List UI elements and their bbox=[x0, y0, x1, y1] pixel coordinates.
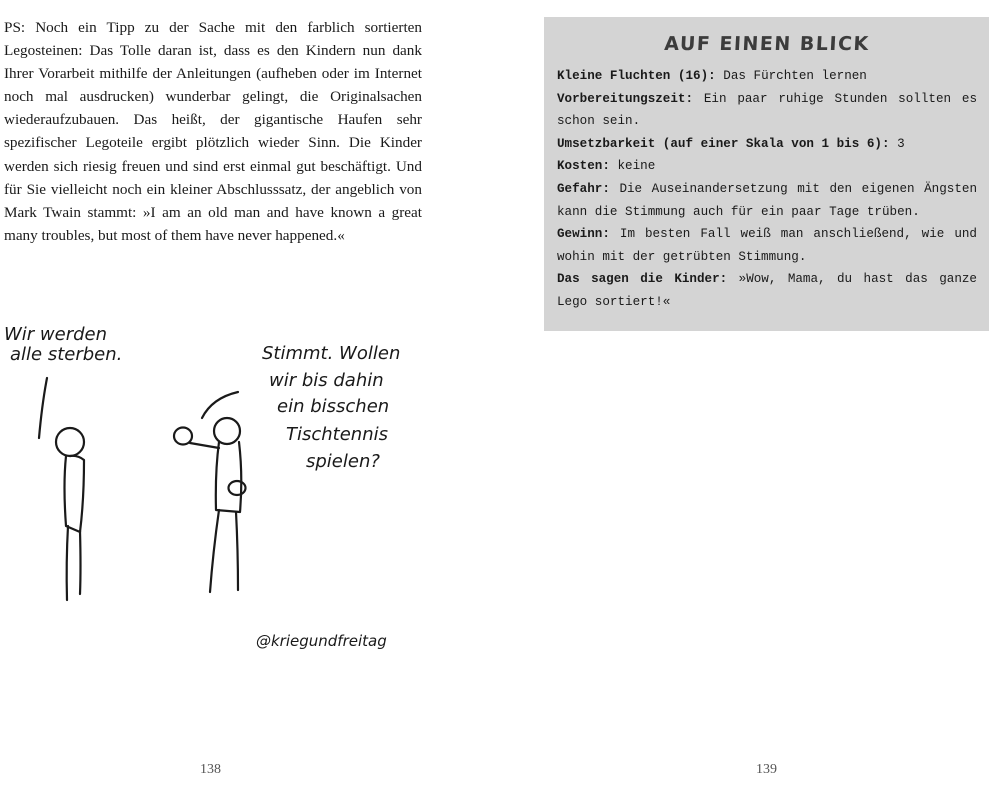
left-figure-head bbox=[56, 428, 84, 456]
left-speech-tail bbox=[39, 378, 47, 438]
right-speech-line-2: wir bis dahin bbox=[269, 370, 384, 391]
summary-value: keine bbox=[609, 159, 656, 174]
right-speech-line-1: Stimmt. Wollen bbox=[262, 343, 401, 364]
page-number-left: 138 bbox=[200, 762, 221, 777]
summary-value: Im besten Fall weiß man anschließend, wie und wohin mit der getrübten Stimmung. bbox=[557, 227, 977, 264]
left-figure-body bbox=[65, 456, 85, 532]
summary-entry-escape bbox=[557, 65, 977, 88]
right-speech-tail bbox=[202, 392, 238, 418]
summary-value: Das Fürchten lernen bbox=[715, 69, 867, 83]
comic-signature: @kriegundfreitag bbox=[256, 632, 387, 650]
summary-entry-feasibility bbox=[557, 133, 977, 156]
summary-value: Die Auseinandersetzung mit den eigenen Ängsten kann die Stimmung auch für ein paar Tage trüben. bbox=[557, 181, 977, 219]
right-figure-arm bbox=[190, 443, 219, 448]
left-figure-legs bbox=[67, 526, 81, 600]
ps-paragraph: PS: Noch ein Tipp zu der Sache mit den farblich sortierten Legosteinen: Das Tolle daran ist, dass es den Kindern nun dank Ihrer Vorarbeit mithilfe der Anleitungen (aufheben oder im Internet noch mal ausdrucken) wunderbar gelingt, die Originalsachen wiederaufzubauen. Das heißt, der gigantische Haufen sehr spezifischer Legoteile ergibt plötzlich wieder Sinn. Die Kinder werden sich riesig freuen und sind erst einmal gut beschäftigt. Und für Sie vielleicht noch ein kleiner Abschlusssatz, der angeblich von Mark Twain stammt: »I am an old man and have known a great many troubles, but most of them have never happened.« bbox=[4, 19, 422, 244]
right-figure-head bbox=[214, 418, 240, 444]
summary-label: Kleine Fluchten (16): bbox=[557, 69, 716, 83]
ping-pong-paddle-left bbox=[174, 428, 192, 445]
summary-value: 3 bbox=[889, 136, 905, 151]
summary-entry-kids-say bbox=[557, 268, 977, 313]
left-speech-line-1: Wir werden bbox=[4, 324, 108, 345]
summary-label: Das sagen die Kinder: bbox=[557, 272, 728, 287]
summary-label: Gewinn: bbox=[557, 227, 610, 242]
summary-box bbox=[544, 17, 989, 331]
summary-label: Gefahr: bbox=[557, 181, 610, 196]
right-speech-line-5: spielen? bbox=[306, 451, 380, 472]
summary-label: Vorbereitungszeit: bbox=[557, 91, 694, 106]
left-speech-line-2: alle sterben. bbox=[10, 344, 123, 365]
right-figure-body bbox=[216, 442, 241, 512]
summary-label: Kosten: bbox=[557, 159, 610, 174]
ping-pong-paddle-right bbox=[229, 481, 246, 495]
summary-entry-costs bbox=[557, 155, 977, 178]
summary-title: AUF EINEN BLICK bbox=[663, 33, 871, 55]
right-speech-line-4: Tischtennis bbox=[286, 424, 389, 445]
summary-value: »Wow, Mama, du hast das ganze Lego sortiert!« bbox=[557, 272, 977, 309]
right-figure-legs bbox=[210, 510, 238, 592]
summary-entry-prep-time bbox=[557, 88, 977, 133]
summary-label: Umsetzbarkeit (auf einer Skala von 1 bis 6): bbox=[557, 136, 890, 151]
page-number-right: 139 bbox=[756, 762, 777, 777]
summary-value: Ein paar ruhige Stunden sollten es schon sein. bbox=[557, 91, 977, 129]
right-speech-line-3: ein bisschen bbox=[277, 396, 390, 417]
summary-entry-gain bbox=[557, 223, 977, 268]
comic-illustration bbox=[0, 300, 470, 680]
right-page bbox=[500, 0, 1000, 800]
summary-entry-danger bbox=[557, 178, 977, 223]
